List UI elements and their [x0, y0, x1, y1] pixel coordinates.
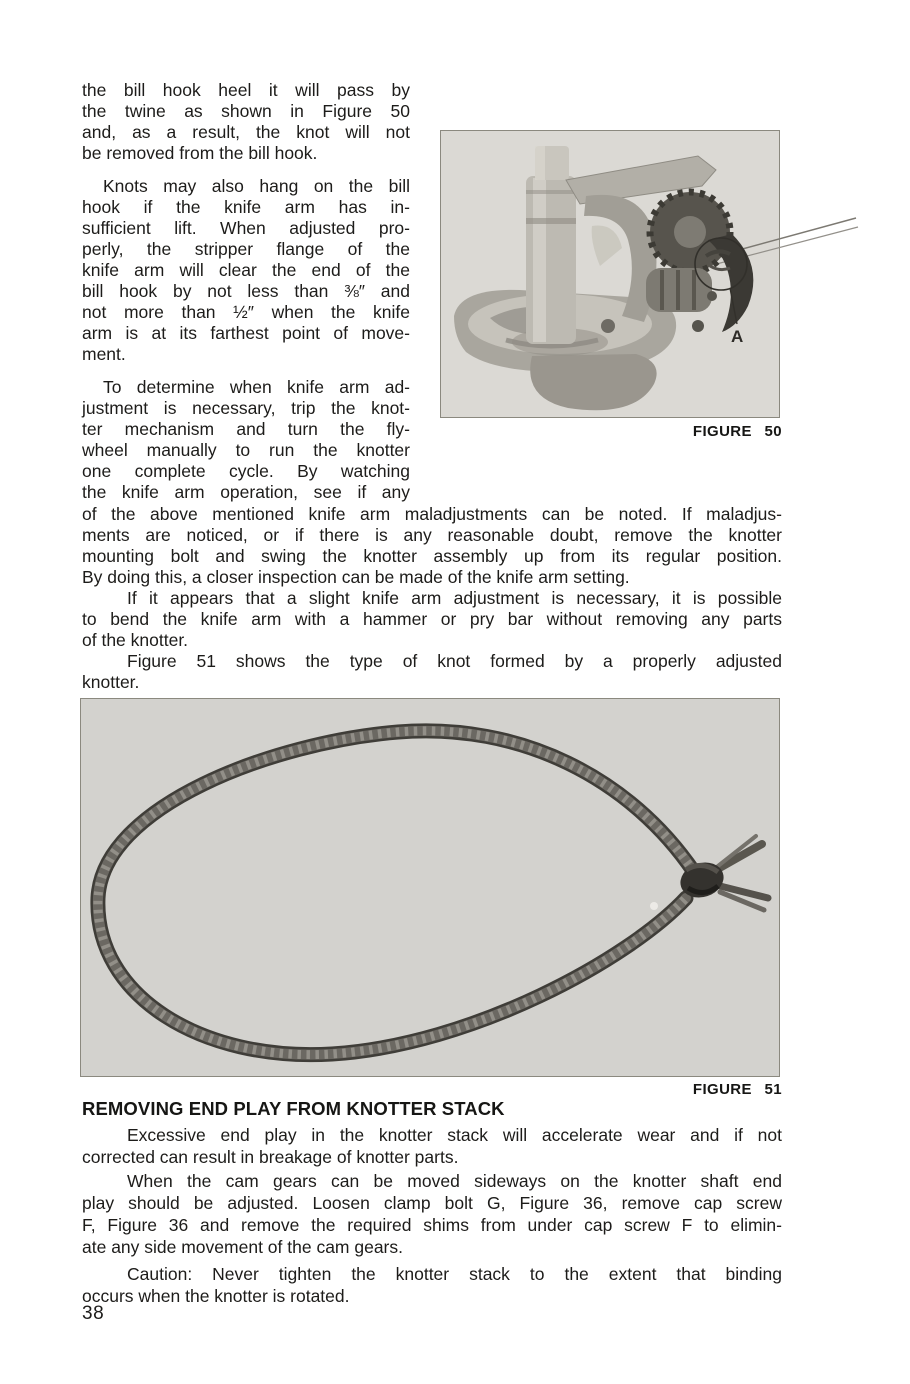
text-line: justment is necessary, trip the knot-	[82, 398, 410, 418]
text-line: By doing this, a closer inspection can be made of the knife arm setting.	[82, 567, 630, 587]
text-line: knotter.	[82, 672, 140, 692]
text-line: and, as a result, the knot will not	[82, 122, 410, 142]
paragraph	[82, 80, 410, 164]
text-line: of the knotter.	[82, 630, 189, 650]
text-line: bill hook by not less than ⅜″ and	[82, 281, 410, 301]
text-line: Caution: Never tighten the knotter stack to the extent that binding	[127, 1264, 782, 1284]
text-line: Figure 51 shows the type of knot formed by a properly adjusted	[127, 651, 782, 671]
text-line: To determine when knife arm ad-	[103, 377, 410, 397]
text-line: arm is at its farthest point of move-	[82, 323, 410, 343]
text-line: the knife arm operation, see if any	[82, 482, 410, 502]
knotter-mechanism-photo	[440, 130, 860, 418]
text-line: play should be adjusted. Loosen clamp bolt G, Figure 36, remove cap screw	[82, 1193, 782, 1213]
text-line: Knots may also hang on the bill	[103, 176, 410, 196]
paragraph	[82, 377, 410, 503]
paragraph	[82, 1170, 782, 1258]
text-line: wheel manually to run the knotter	[82, 440, 410, 460]
text-line: ate any side movement of the cam gears.	[82, 1237, 403, 1257]
text-line: be removed from the bill hook.	[82, 143, 318, 163]
figure-50-label-a: A	[731, 327, 744, 346]
text-line: ments are noticed, or if there is any reasonable doubt, remove the knotter	[82, 525, 782, 545]
text-line: of the above mentioned knife arm maladjustments can be noted. If maladjus-	[82, 504, 782, 524]
paragraph	[82, 176, 410, 365]
text-line: knife arm will clear the end of the	[82, 260, 410, 280]
figure-51	[80, 698, 780, 1077]
text-line: hook if the knife arm has in-	[82, 197, 410, 217]
text-line: the twine as shown in Figure 50	[82, 101, 410, 121]
page-number: 38	[82, 1303, 105, 1324]
left-text-column	[82, 80, 410, 503]
end-play-section	[82, 1124, 782, 1307]
figure-50-caption: FIGURE 50	[692, 423, 782, 440]
figure-51-caption: FIGURE 51	[692, 1081, 782, 1098]
text-line: ter mechanism and turn the fly-	[82, 419, 410, 439]
text-line: F, Figure 36 and remove the required shims from under cap screw F to elimin-	[82, 1215, 782, 1235]
text-line: If it appears that a slight knife arm adjustment is necessary, it is possible	[127, 588, 782, 608]
text-line: ment.	[82, 344, 126, 364]
text-line: the bill hook heel it will pass by	[82, 80, 410, 100]
text-line: occurs when the knotter is rotated.	[82, 1286, 350, 1306]
section-heading: REMOVING END PLAY FROM KNOTTER STACK	[82, 1098, 505, 1119]
text-line: corrected can result in breakage of knotter parts.	[82, 1147, 459, 1167]
text-line: perly, the stripper flange of the	[82, 239, 410, 259]
text-line: sufficient lift. When adjusted pro-	[82, 218, 410, 238]
text-line: Excessive end play in the knotter stack will accelerate wear and if not	[127, 1125, 782, 1145]
text-line: to bend the knife arm with a hammer or pry bar without removing any parts	[82, 609, 782, 629]
text-line: mounting bolt and swing the knotter assembly up from its regular position.	[82, 546, 782, 566]
main-text-block	[82, 504, 782, 693]
text-line: When the cam gears can be moved sideways on the knotter shaft end	[127, 1171, 782, 1191]
figure-50	[440, 130, 860, 418]
paragraph-caution	[82, 1263, 782, 1307]
paragraph	[82, 1124, 782, 1168]
knot-twine-photo	[80, 698, 780, 1077]
text-line: one complete cycle. By watching	[82, 461, 410, 481]
text-line: not more than ½″ when the knife	[82, 302, 410, 322]
